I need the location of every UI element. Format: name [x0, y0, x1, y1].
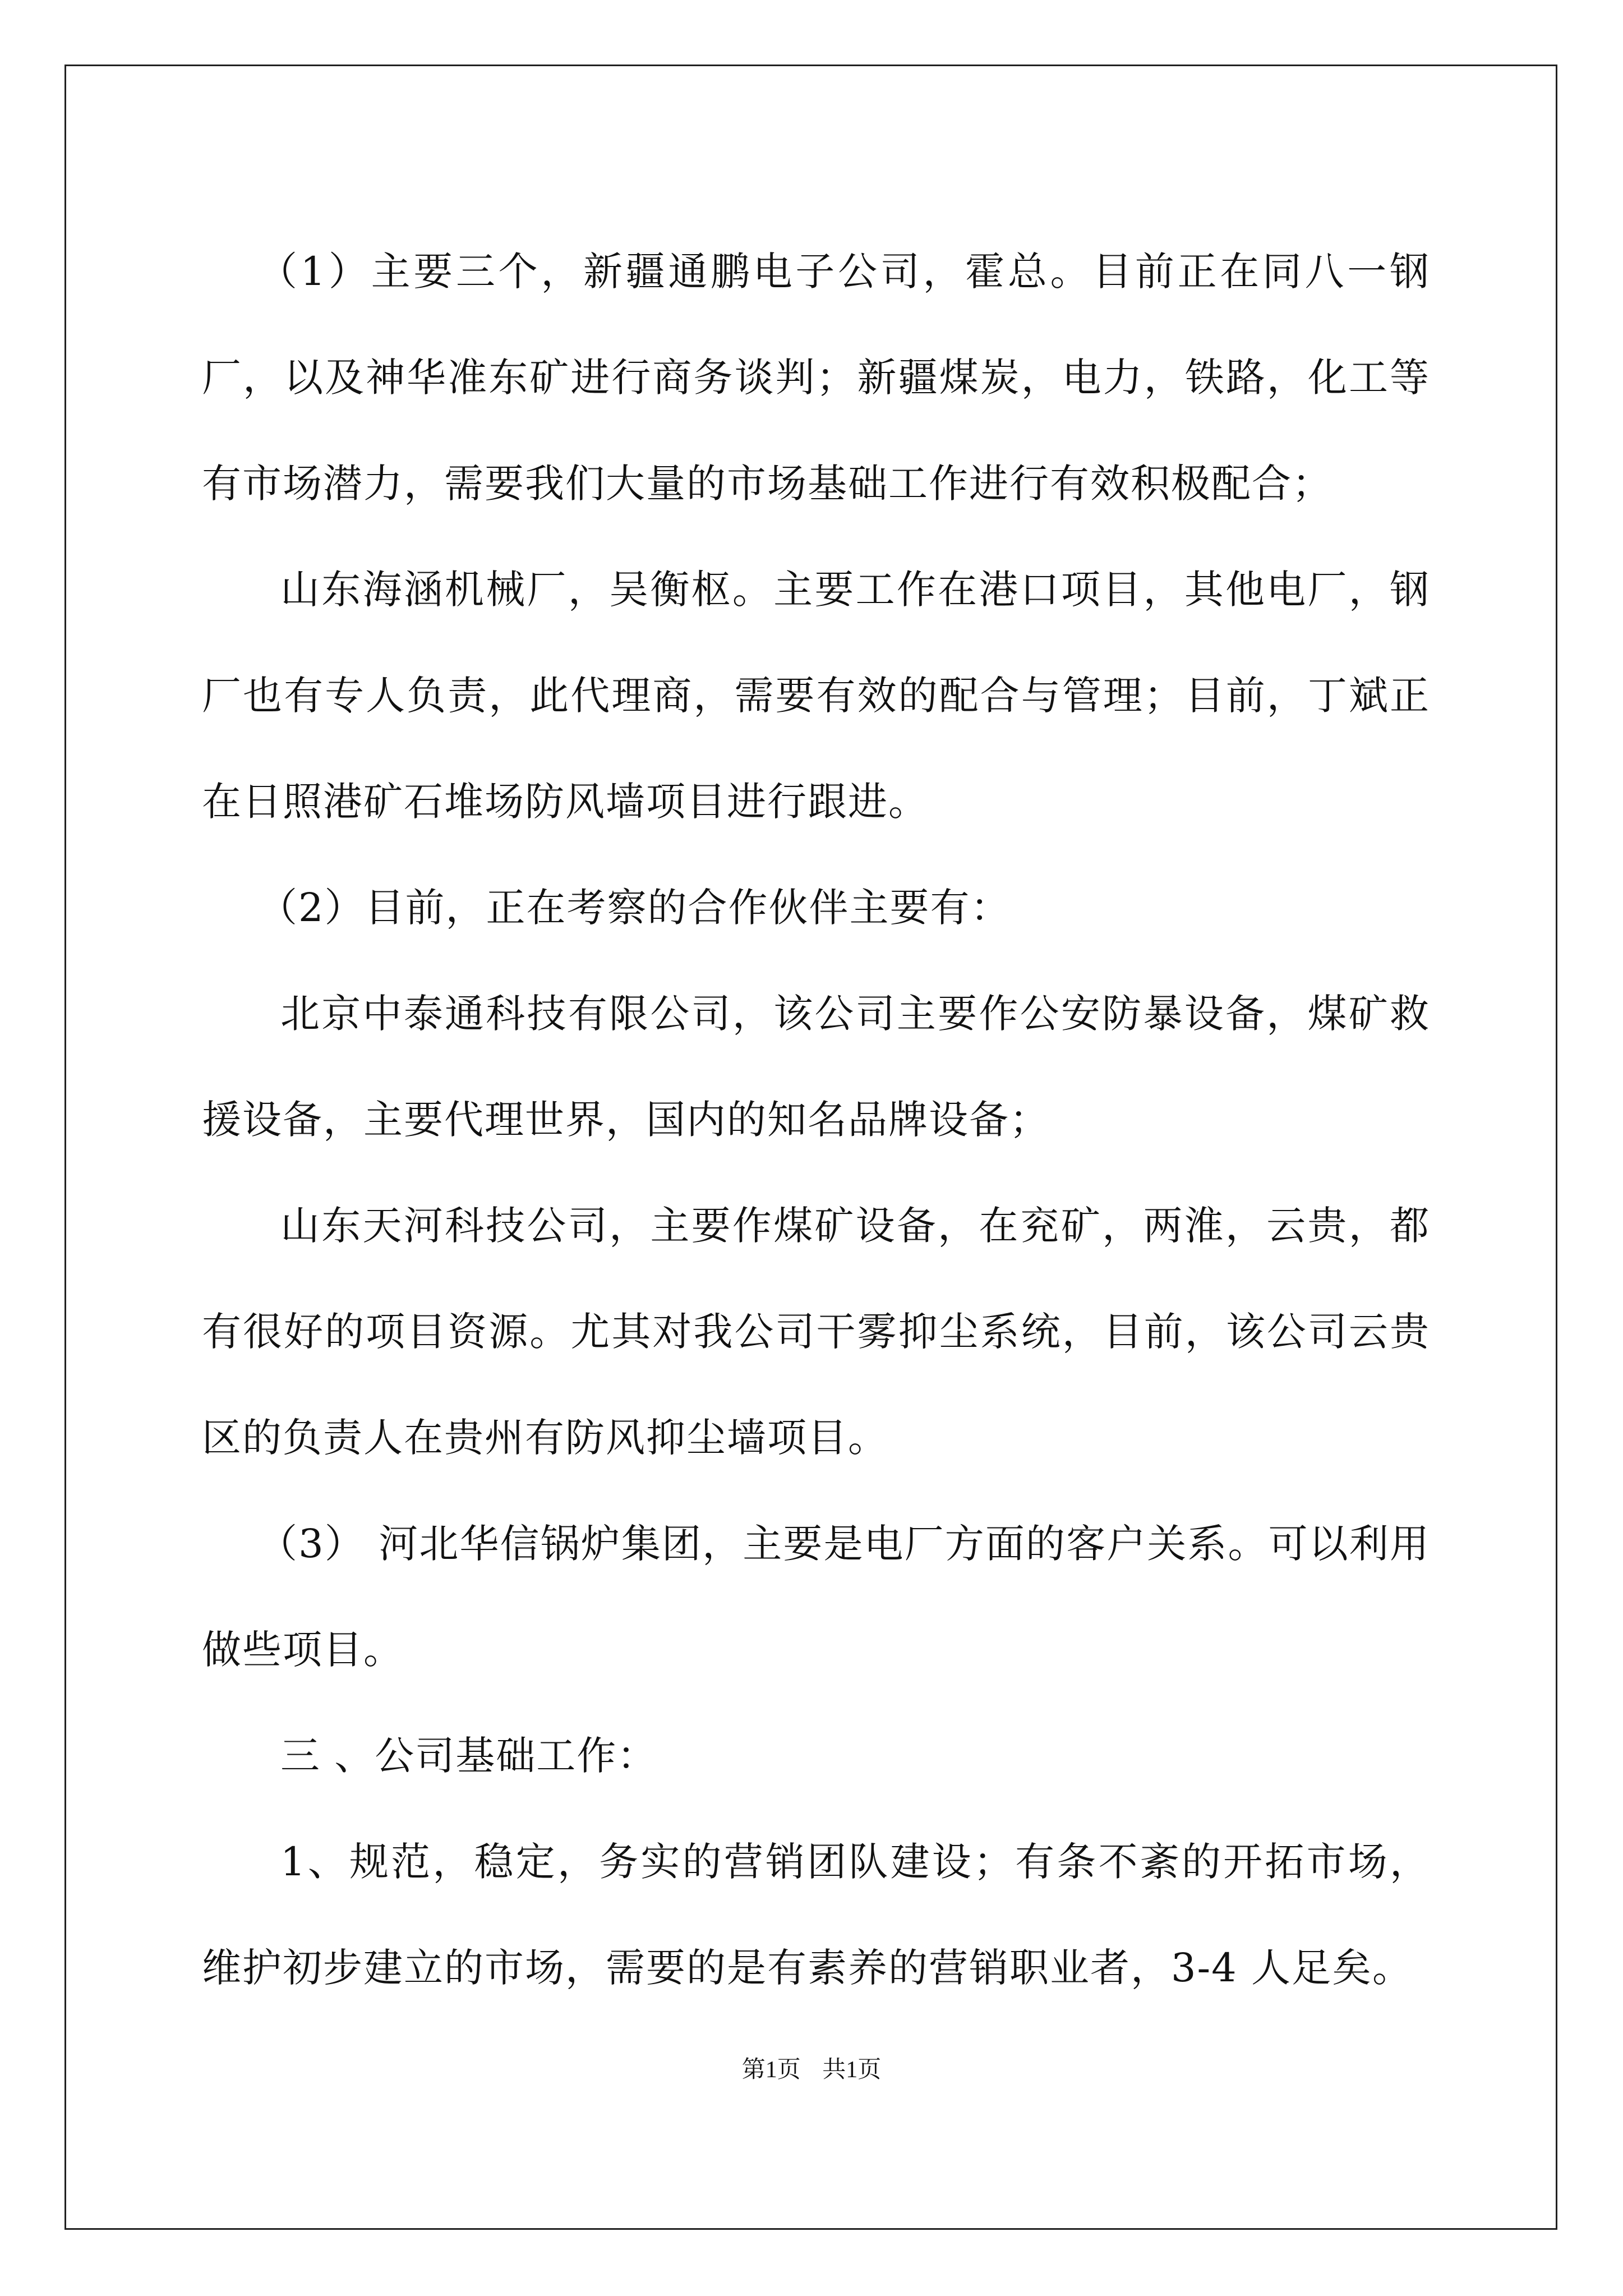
paragraph-4: 北京中泰通科技有限公司，该公司主要作公安防暴设备，煤矿救援设备，主要代理世界，国内的知名品牌设备；: [202, 991, 1430, 1143]
page-footer: [0, 2056, 1623, 2084]
paragraph-5: 山东天河科技公司，主要作煤矿设备，在兖矿，两淮，云贵，都有很好的项目资源。尤其对我公司干雾抑尘系统，目前，该公司云贵区的负责人在贵州有防风抑尘墙项目。: [202, 1203, 1430, 1461]
paragraph-1: （1）主要三个，新疆通鹏电子公司，霍总。目前正在同八一钢厂，以及神华准东矿进行商务谈判；新疆煤炭，电力，铁路，化工等有市场潜力，需要我们大量的市场基础工作进行有效积极配合；: [202, 249, 1430, 507]
paragraph-6: （3） 河北华信锅炉集团，主要是电厂方面的客户关系。可以利用做些项目。: [202, 1521, 1430, 1673]
document-body: [202, 219, 1430, 2021]
section-heading: 三 、公司基础工作：: [280, 1733, 658, 1779]
paragraph-2: 山东海涵机械厂，吴衡枢。主要工作在港口项目，其他电厂，钢厂也有专人负责，此代理商，需要有效的配合与管理；目前，丁斌正在日照港矿石堆场防风墙项目进行跟进。: [202, 567, 1430, 825]
paragraph-7: 1、规范，稳定，务实的营销团队建设；有条不紊的开拓市场，维护初步建立的市场，需要的是有素养的营销职业者，3-4 人足矣。: [202, 1839, 1430, 1991]
page-current: 第1页: [741, 2057, 801, 2083]
page-total: 共1页: [822, 2057, 882, 2083]
paragraph-3: （2）目前，正在考察的合作伙伴主要有：: [258, 885, 1011, 931]
